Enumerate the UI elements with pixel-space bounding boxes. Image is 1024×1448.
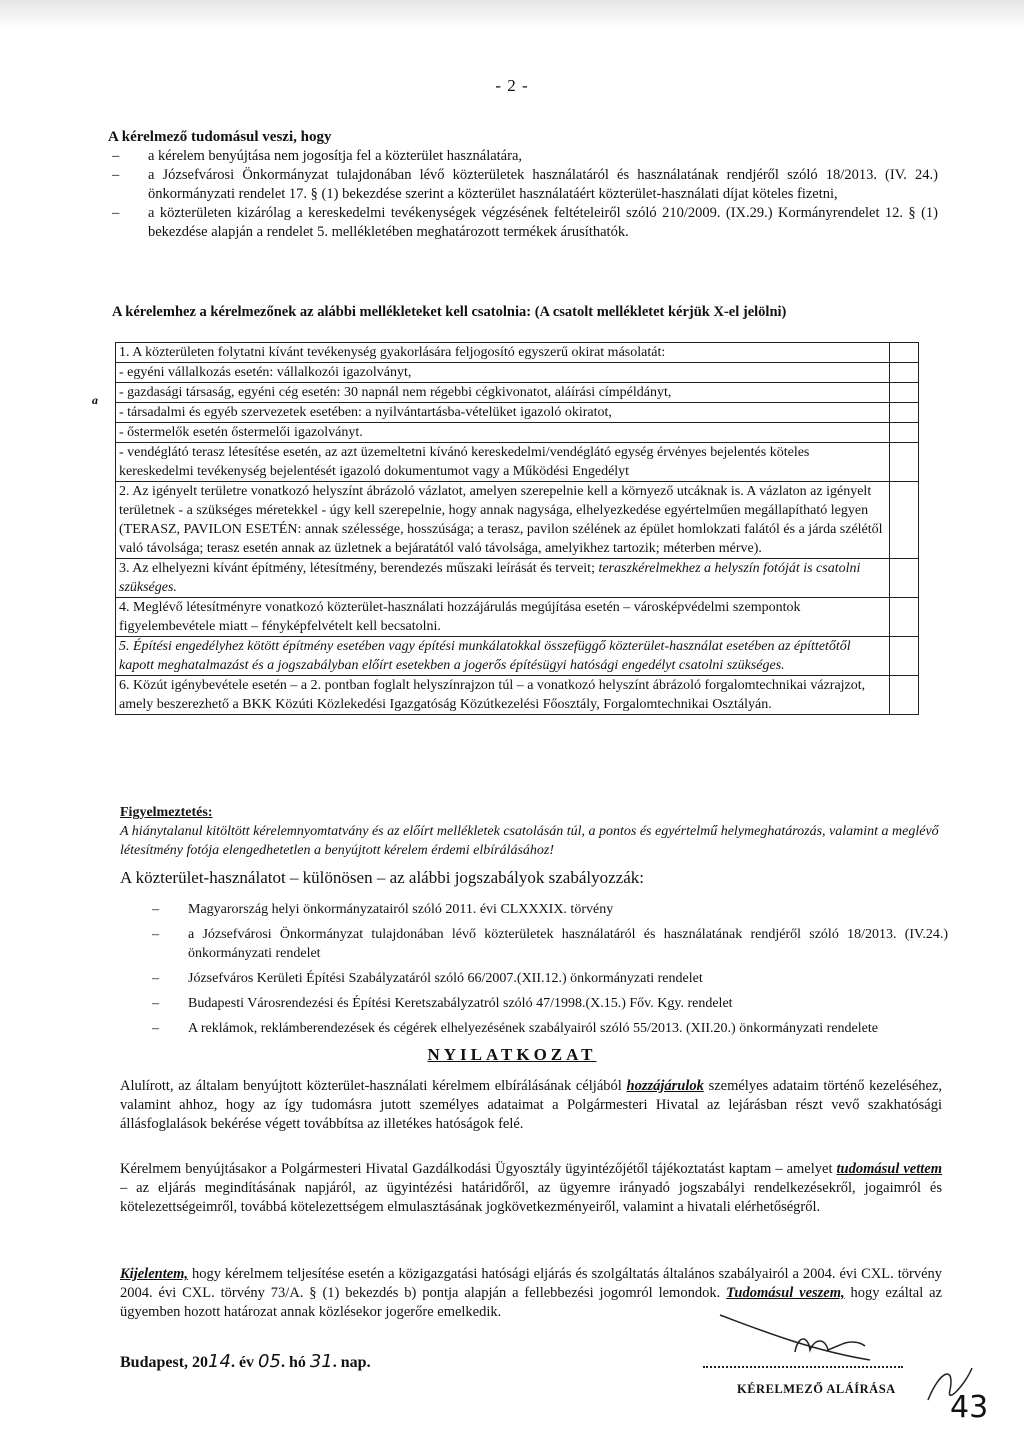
attachment-checkbox[interactable] bbox=[890, 363, 919, 383]
attachment-checkbox[interactable] bbox=[890, 482, 919, 559]
text: – az eljárás megindításának napjáról, az ügyintézési határidőről, az ügyemre irányadó jogszabályi rendelkezésekről, jogaimról és kötelezettségeimről, továbbá kötelezettségem elmulasztásának jogkövetkezményeiről, valamint a hivatali elérhetőségről. bbox=[120, 1180, 942, 1215]
place: Budapest, 20 bbox=[120, 1354, 209, 1371]
signature-label: KÉRELMEZŐ ALÁÍRÁSA bbox=[737, 1382, 896, 1396]
attachment-text: 5. Építési engedélyhez kötött építmény esetében vagy építési munkálatokkal összefüggő közterület-használat esetében az építtetőtől kapott meghatalmazást és a jogszabályban előírt esetekben a jogerős építésügyi hatósági engedélyt csatolni szükséges. bbox=[116, 637, 890, 676]
table-row bbox=[116, 423, 919, 443]
table-row bbox=[116, 559, 919, 598]
laws-list bbox=[148, 900, 948, 1044]
attachment-text: - gazdasági társaság, egyéni cég esetén: 30 napnál nem régebbi cégkivonatot, aláírási címpéldányt, bbox=[116, 383, 890, 403]
attachment-checkbox[interactable] bbox=[890, 443, 919, 482]
attachment-checkbox[interactable] bbox=[890, 343, 919, 363]
attachment-text: 6. Közút igénybevétele esetén – a 2. pontban foglalt helyszínrajzon túl – a vonatkozó helyszínt ábrázoló forgalomtechnikai vázrajzot, amely beszerezhető a BKK Közúti Közlekedési Igazgatóság Közútkezelési Főosztály, Forgalomtechnikai Osztályán. bbox=[116, 676, 890, 715]
table-row bbox=[116, 637, 919, 676]
table-row bbox=[116, 363, 919, 383]
list-item: – a Józsefvárosi Önkormányzat tulajdonában lévő közterületek használatáról és használatának rendjéről szóló 18/2013. (IV.24.) önkormányzati rendelet bbox=[148, 925, 948, 963]
text: hogy ezáltal az ügyemben hozott határozat annak közlésekor jogerőre emelkedik. bbox=[120, 1285, 943, 1320]
attachment-text: - vendéglátó terasz létesítése esetén, az azt üzemeltetni kívánó kereskedelmi/vendéglátó egység érvényes bejelentés köteles kereskedelmi tevékenység bejelentését igazoló dokumentumot vagy a Működési Engedélyt bbox=[116, 443, 890, 482]
attachment-text: 1. A közterületen folytatni kívánt tevékenység gyakorlására feljogosító egyszerű okirat másolatát: bbox=[116, 343, 890, 363]
text: Kérelmem benyújtásakor a Polgármesteri Hivatal Gazdálkodási Ügyosztály ügyintézőjétől tájékoztatást kaptam – amelyet bbox=[120, 1161, 833, 1177]
warning-text: A hiánytalanul kitöltött kérelemnyomtatvány és az előírt mellékletek csatolásán túl, a pontos és egyértelmű helymeghatározás, valamint a meglévő létesítmény fotója elengedhetetlen a benyújtott kérelem érdemi elbírálásához! bbox=[120, 824, 939, 858]
scan-edge bbox=[0, 0, 1024, 30]
laws-heading: A közterület-használatot – különösen – az alábbi jogszabályok szabályozzák: bbox=[120, 868, 644, 887]
attachment-text: 4. Meglévő létesítményre vonatkozó közterület-használati hozzájárulás megújítása esetén – városképvédelmi szempontok figyelembevétele miatt – fényképfelvételt kell becsatolni. bbox=[116, 598, 890, 637]
list-item: – Józsefváros Kerületi Építési Szabályzatáról szóló 66/2007.(XII.12.) önkormányzati rendelet bbox=[148, 969, 948, 988]
list-item: – Magyarország helyi önkormányzatairól szóló 2011. évi CLXXXIX. törvény bbox=[148, 900, 948, 919]
attachment-text: 2. Az igényelt területre vonatkozó helyszínt ábrázoló vázlatot, amelyen szerepelnie kell a környező utcáknak is. A vázlaton az igényelt területnek - a szükséges méretekkel - úgy kell szerepelnie, hogy annak nagysága, elhelyezkedése egyértelműen megállapítható legyen (TERASZ, PAVILON ESETÉN: annak szélessége, hosszúsága; a terasz, pavilon szélének az épület homlokzati falától és a járda szélétől való távolsága; terasz esetén annak az üzletnek a bejáratától való távolsága, amelyikhez tartozik; méterben mérve). bbox=[116, 482, 890, 559]
attachment-text: - egyéni vállalkozás esetén: vállalkozói igazolványt, bbox=[116, 363, 890, 383]
emphasis: Tudomásul veszem, bbox=[726, 1285, 845, 1301]
attachment-text-main: 3. Az elhelyezni kívánt építmény, létesítmény, berendezés műszaki leírását és terveit; bbox=[119, 561, 595, 576]
emphasis: Kijelentem, bbox=[120, 1266, 189, 1282]
place-date bbox=[120, 1351, 371, 1372]
year-suffix: . év bbox=[230, 1354, 255, 1371]
side-mark: a bbox=[92, 393, 98, 407]
table-row bbox=[116, 343, 919, 363]
page-annotation: 43 bbox=[950, 1390, 989, 1425]
table-row bbox=[116, 403, 919, 423]
emphasis: hozzájárulok bbox=[626, 1078, 704, 1094]
acknowledgement-list bbox=[108, 147, 938, 242]
attachment-text-italic: teraszkérelmekhez a helyszín fotóját is csatolni szükséges. bbox=[119, 561, 861, 595]
list-item: – Budapesti Városrendezési és Építési Keretszabályzatról szóló 47/1998.(X.15.) Főv. Kgy. rendelet bbox=[148, 994, 948, 1013]
attachment-text: - társadalmi és egyéb szervezetek esetében: a nyilvántartásba-vételüket igazoló okiratot, bbox=[116, 403, 890, 423]
signature-line bbox=[703, 1356, 903, 1368]
attachments-table bbox=[115, 342, 919, 715]
table-row bbox=[116, 676, 919, 715]
list-item: – a közterületen kizárólag a kereskedelmi tevékenységek végzésének feltételeiről szóló 210/2009. (IX.29.) Kormányrendelet 12. § (1) bekezdése alapján a rendelet 5. mellékletében meghatározott termékek árusíthatók. bbox=[108, 204, 938, 242]
attachment-checkbox[interactable] bbox=[890, 383, 919, 403]
table-row bbox=[116, 383, 919, 403]
table-row bbox=[116, 598, 919, 637]
declaration-paragraph-2 bbox=[120, 1160, 942, 1217]
text: személyes adataim történő kezeléséhez, valamint ahhoz, hogy az így tudomásra jutott személyes adataimat a Polgármesteri Hivatal az lejárásban részt vevő szakhatósági állásfoglalások bekérése végett továbbítsa az illetékes hatóságok felé. bbox=[120, 1078, 943, 1132]
list-item: – a Józsefvárosi Önkormányzat tulajdonában lévő közterületek használatáról és használatának rendjéről szóló 18/2013. (IV. 24.) önkormányzati rendelet 17. § (1) bekezdése szerint a közterület használatáért közterület-használati díjat köteles fizetni, bbox=[108, 166, 938, 204]
list-item: – a kérelem benyújtása nem jogosítja fel a közterület használatára, bbox=[108, 147, 938, 166]
month-handwritten: 05 bbox=[258, 1351, 281, 1372]
attachment-checkbox[interactable] bbox=[890, 676, 919, 715]
attachment-text: - őstermelők esetén őstermelői igazolványt. bbox=[116, 423, 890, 443]
warning-block bbox=[120, 803, 970, 860]
day-handwritten: 31 bbox=[309, 1351, 333, 1372]
warning-title: Figyelmeztetés: bbox=[120, 805, 213, 820]
attachment-checkbox[interactable] bbox=[890, 403, 919, 423]
day-suffix: . nap. bbox=[332, 1354, 371, 1371]
acknowledgement-heading: A kérelmező tudomásul veszi, hogy bbox=[108, 129, 332, 145]
emphasis: tudomásul vettem bbox=[836, 1161, 943, 1177]
attachment-text bbox=[116, 559, 890, 598]
declaration-paragraph-1 bbox=[120, 1077, 942, 1134]
attachments-heading: A kérelemhez a kérelmezőnek az alábbi mellékleteket kell csatolnia: (A csatolt mellékletet kérjük X-el jelölni) bbox=[112, 304, 787, 320]
declaration-title: NYILATKOZAT bbox=[427, 1045, 597, 1064]
attachment-checkbox[interactable] bbox=[890, 598, 919, 637]
list-item: – A reklámok, reklámberendezések és cégérek elhelyezésének szabályairól szóló 55/2013. (XII.20.) önkormányzati rendelete bbox=[148, 1019, 948, 1038]
attachment-checkbox[interactable] bbox=[890, 637, 919, 676]
table-row bbox=[116, 443, 919, 482]
acknowledgement-section bbox=[108, 128, 938, 242]
year-handwritten: 14 bbox=[208, 1351, 231, 1372]
month-suffix: . hó bbox=[280, 1354, 306, 1371]
attachment-checkbox[interactable] bbox=[890, 559, 919, 598]
text: hogy kérelmem teljesítése esetén a közigazgatási hatósági eljárás és szolgáltatás általános szabályairól a 2004. évi CXL. törvény 2004. évi CXL. törvény 73/A. § (1) bekezdés b) pontja alapján a fellebbezési jogomról lemondok. bbox=[120, 1266, 943, 1301]
text: Alulírott, az általam benyújtott közterület-használati kérelmem elbírálásának céljából bbox=[120, 1078, 622, 1094]
page-number: - 2 - bbox=[495, 76, 529, 95]
table-row bbox=[116, 482, 919, 559]
attachment-checkbox[interactable] bbox=[890, 423, 919, 443]
